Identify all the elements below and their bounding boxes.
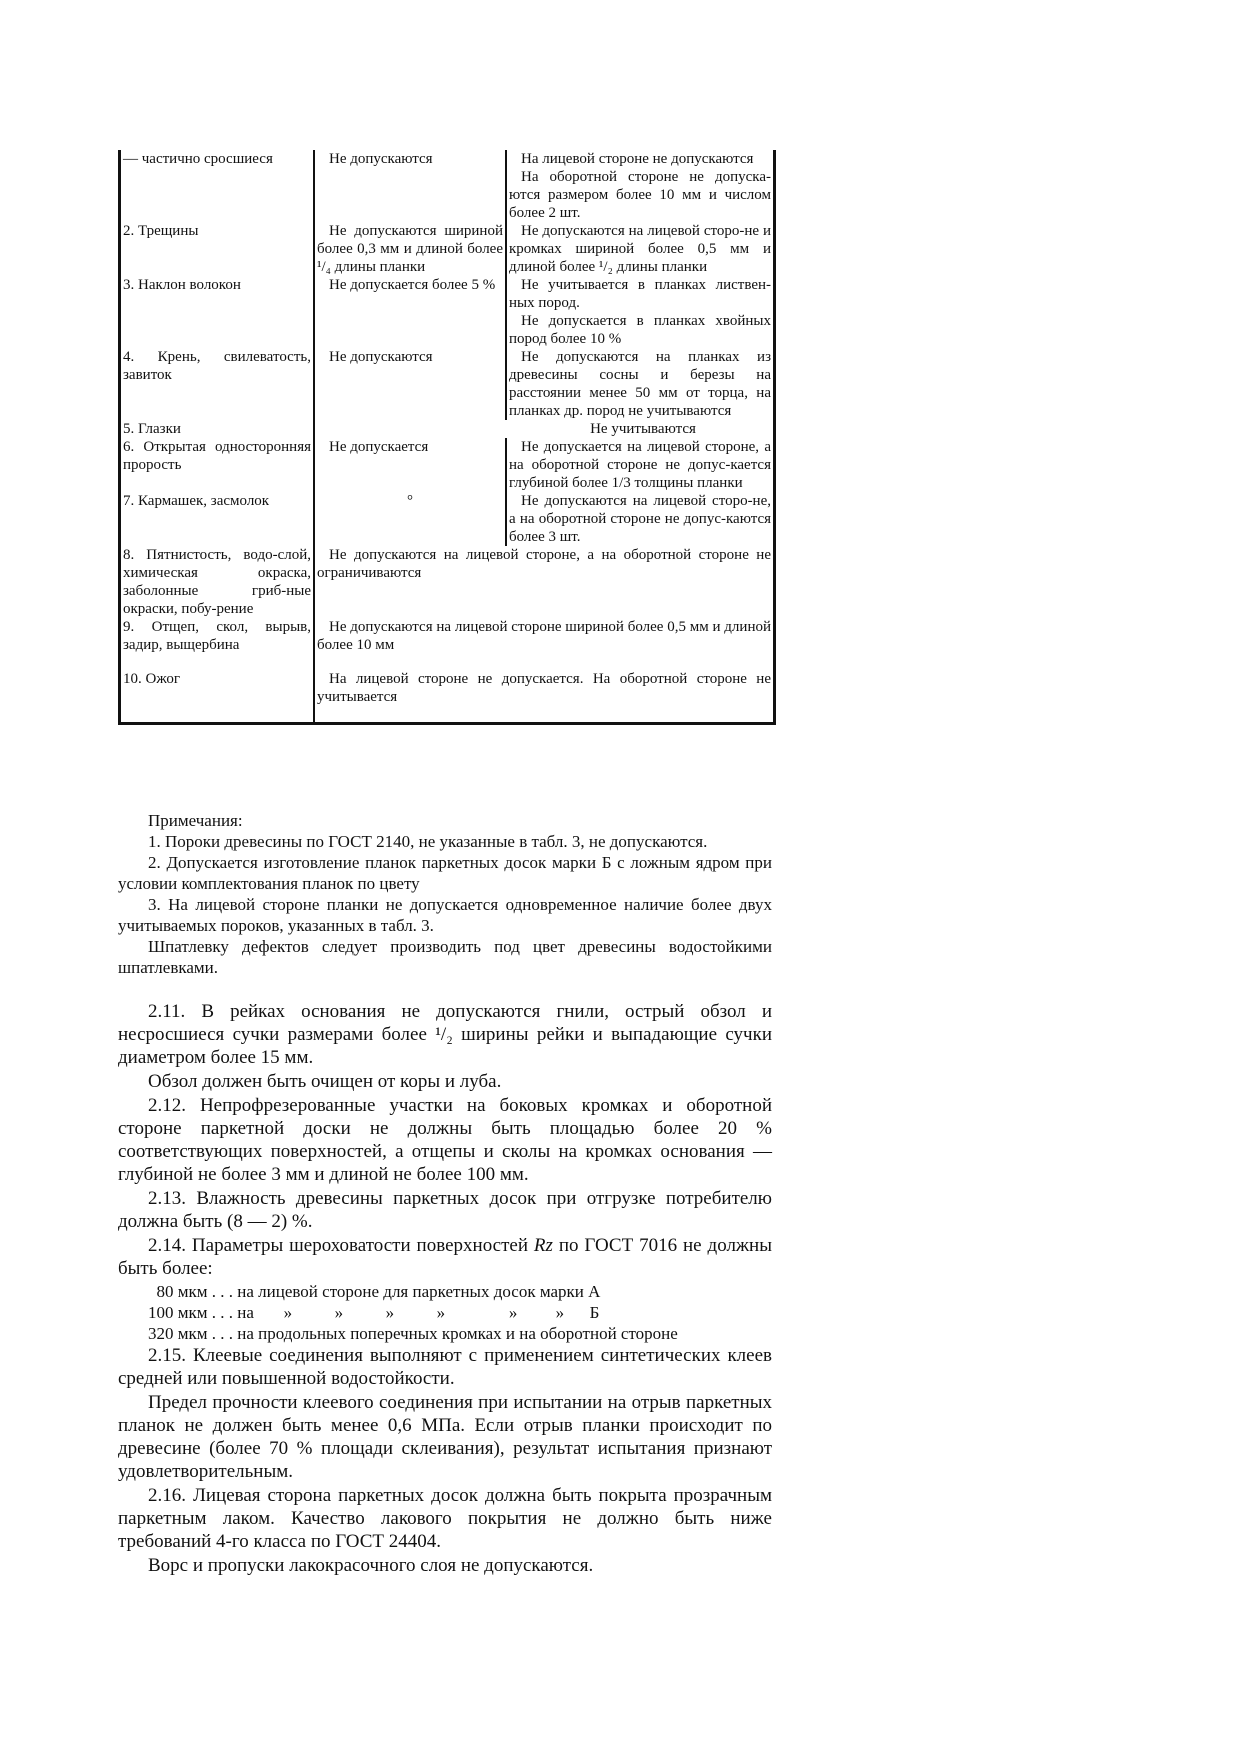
paragraph-2-15: 2.15. Клеевые соединения выполняют с применением синтетических клеев средней или повышенной водостойкости. [118,1345,772,1389]
paragraph: Обзол должен быть очищен от коры и луба. [148,1071,502,1092]
requirement-col3 [506,276,775,348]
table-row [120,618,775,670]
table-row [120,420,775,438]
requirement-col3: Не допускаются на лицевой сторо-не, а на оборотной стороне не допус-каются более 3 шт. [506,492,775,546]
table-row [120,150,775,222]
defects-table [118,150,776,725]
list-item: 100 мкм . . . на » » » » » » Б [148,1303,600,1322]
requirement-col2: Не допускается [314,438,506,492]
table-row [120,222,775,276]
requirement-col3 [506,150,775,222]
table-row [120,276,775,348]
requirement-col2: Не допускается более 5 % [314,276,506,348]
paragraph-2-13: 2.13. Влажность древесины паркетных досок при отгрузке потребителю должна быть (8 — 2) %. [118,1188,772,1232]
table-row [120,546,775,618]
defect-name: 2. Трещины [123,223,199,239]
requirement-col2: Не допускаются [314,150,506,222]
note-item: Шпатлевку дефектов следует производить под цвет древесины водостойкими шпатлевками. [118,937,772,977]
table-row [120,348,775,420]
paragraph-2-16: 2.16. Лицевая сторона паркетных досок должна быть покрыта прозрачным паркетным лаком. Качество лакового покрытия не должно быть ниже требований 4-го класса по ГОСТ 24404. [118,1485,772,1552]
requirement-merged: Не допускаются на лицевой стороне, а на оборотной стороне не ограничиваются [314,546,775,618]
requirement-col3: Не допускаются на лицевой сторо-не и кромках шириной более 0,5 мм и длиной более ¹/₂ длины планки [506,222,775,276]
requirement-col3: Не допускается на лицевой стороне, а на оборотной стороне не допус-кается глубиной более 1/3 толщины планки [506,438,775,492]
requirement-text: На лицевой стороне не допускаются [521,151,754,167]
requirement-col2 [314,492,506,546]
paragraph-2-11: 2.11. В рейках основания не допускаются гнили, острый обзол и несросшиеся сучки размерами более ¹/₂ ширины рейки и выпадающие сучки диаметром более 15 мм. [118,1001,772,1068]
requirement-text: Не допускается в планках хвойных пород более 10 % [509,313,771,347]
notes-heading: Примечания: [148,811,243,830]
requirement-merged: Не допускаются на лицевой стороне шириной более 0,5 мм и длиной более 10 мм [314,618,775,670]
requirement-merged: Не учитываются [314,420,775,438]
defect-name: 3. Наклон волокон [123,277,241,293]
rz-symbol: Rz [533,1235,553,1256]
table-row [120,670,775,724]
defect-name: 6. Открытая односторонняя прорость [123,439,311,473]
defect-name: — частично сросшиеся [123,151,273,167]
note-item: 1. Пороки древесины по ГОСТ 2140, не указанные в табл. 3, не допускаются. [148,832,708,851]
requirement-col3: Не допускаются на планках из древесины сосны и березы на расстоянии менее 50 мм от торца, на планках др. пород не учитываются [506,348,775,420]
paragraph-2-12: 2.12. Непрофрезерованные участки на боковых кромках и оборотной стороне паркетной доски не должны быть площадью более 20 % соответствующих поверхностей, а отщепы и сколы на кромках основания — глубиной не более 3 мм и длиной не более 100 мм. [118,1095,772,1185]
defect-name: 5. Глазки [123,421,181,437]
paragraph-2-14: 2.14. Параметры шероховатости поверхностей Rz по ГОСТ 7016 не должны быть более: [118,1235,772,1279]
note-item: 3. На лицевой стороне планки не допускается одновременное наличие более двух учитываемых пороков, указанных в табл. 3. [118,895,772,935]
requirement-text: Не учитывается в планках листвен-ных пород. [509,277,771,311]
document-body [118,1000,772,1578]
requirement-col2: Не допускаются [314,348,506,420]
defect-name: 4. Крень, свилеватость, завиток [123,349,311,383]
list-item: 320 мкм . . . на продольных поперечных кромках и на оборотной стороне [148,1324,678,1343]
defect-name: 7. Кармашек, засмолок [123,493,270,509]
note-item: 2. Допускается изготовление планок паркетных досок марки Б с ложным ядром при условии комплектования планок по цвету [118,853,772,893]
list-item: 80 мкм . . . на лицевой стороне для паркетных досок марки А [148,1282,601,1301]
table-notes [118,810,772,978]
paragraph: Ворс и пропуски лакокрасочного слоя не допускаются. [148,1555,594,1576]
ditto-mark: ° [407,493,413,509]
table-row [120,438,775,492]
table-row [120,492,775,546]
defect-name: 10. Ожог [123,671,180,687]
requirement-text: На оборотной стороне не допуска-ются размером более 10 мм и числом более 2 шт. [509,169,771,221]
requirement-col2: Не допускаются шириной более 0,3 мм и длиной более ¹/₄ длины планки [314,222,506,276]
roughness-list [118,1281,772,1344]
requirement-merged: На лицевой стороне не допускается. На оборотной стороне не учитывается [314,670,775,724]
defect-name: 9. Отщеп, скол, вырыв, задир, выщербина [123,619,311,653]
paragraph: Предел прочности клеевого соединения при испытании на отрыв паркетных планок не должен быть менее 0,6 МПа. Если отрыв планки происходит по древесине (более 70 % площади склеивания), результат испытания признают удовлетворительным. [118,1392,772,1482]
defect-name: 8. Пятнистость, водо-слой, химическая окраска, заболонные гриб-ные окраски, побу-рение [123,547,311,617]
